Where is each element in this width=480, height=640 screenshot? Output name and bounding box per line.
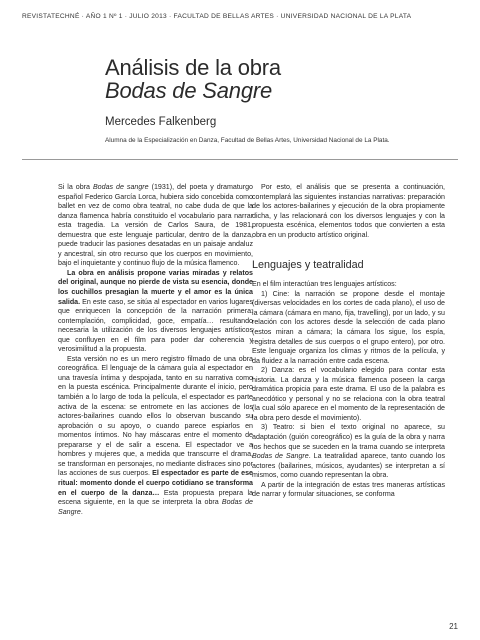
paragraph-5: En el film interactúan tres lenguajes artísticos: — [252, 280, 397, 289]
paragraph-8: 3) Teatro: si bien el texto original no aparece, su adaptación (guión coreográfico) es la guía de la obra y narra los hechos que se suceden en la trama cuando se interpreta Bodas de Sangre. La teatralidad aparece, tanto cuando los actores (bailarines, músicos, ayudantes) se interpretan a sí mismos, como cuando representan la obra. — [252, 423, 445, 480]
author-affiliation: Alumna de la Especialización en Danza, Facultad de Bellas Artes, Universidad Nacional de La Plata. — [105, 137, 390, 144]
page-number: 21 — [449, 622, 458, 631]
title-line-2: Bodas de Sangre — [105, 78, 273, 103]
section-heading: Lenguajes y teatralidad — [252, 259, 364, 272]
title-line-1: Análisis de la obra — [105, 55, 281, 80]
right-column — [252, 183, 445, 500]
running-head: REVISTATECHNÉ · AÑO 1 Nº 1 · JULIO 2013 · FACULTAD DE BELLAS ARTES · UNIVERSIDAD NACIONAL DE LA PLATA — [22, 13, 412, 20]
paragraph-3: Esta versión no es un mero registro filmado de una obra coreográfica. El lenguaje de la cámara guía al espectador en una travesía íntima y despojada, tanto en su narrativa como en la puesta escénica. Principalmente durante el inicio, pero también a lo largo de toda la película, el espectador es parte activa de la escena: se entromete en las acciones de los actores-bailarines cuando ellos lo observan buscando su aprobación o su apoyo, o cuando parece espiarlos en momentos íntimos. No hay máscaras entre el momento de prepararse y el de salir a escena. El espectador ve a hombres y mujeres que, a medida que transcurre el drama, se transforman en personajes, no mediante disfraces sino por las acciones de sus cuerpos. El espectador es parte de ese ritual: momento donde el cuerpo cotidiano se transforma en el cuerpo de la danza… Esta propuesta prepara la escena siguiente, en la que se interpreta la obra Bodas de Sangre. — [58, 354, 253, 516]
left-column — [58, 183, 253, 517]
paragraph-2: La obra en análisis propone varias miradas y relatos del original, aunque no pierde de vista su esencia, donde los cuchillos presagian la muerte y el amor es la única salida. En este caso, se sitúa al espectador en varios lugares que enriquecen la concepción de la narración primera: contemplación, complicidad, goce, empatía… resultando necesaria la utilización de los diversos lenguajes artísticos que confluyen en el film para poder dar coherencia y verosimilitud a la propuesta. — [58, 268, 253, 354]
paragraph-9: A partir de la integración de estas tres maneras artísticas de narrar y formular situaciones, se conforma — [252, 480, 445, 499]
paragraph-7: 2) Danza: es el vocabulario elegido para contar esta historia. La danza y la música flamenca poseen la carga dramática propicia para este drama. El uso de la palabra es anecdótico y personal y no se relaciona con la obra teatral (la cual sólo aparece en el momento de la representación de la obra pero desde el movimiento). — [252, 366, 445, 422]
article-title — [105, 56, 445, 102]
header-divider — [22, 159, 458, 160]
paragraph-6: 1) Cine: la narración se propone desde el montaje (diversas velocidades en los cortes de cada plano), el uso de la cámara (cámara en mano, fija, travelling), por un lado, y su relación con los actores desde la selección de cada plano (estos miran a cámara; la cámara los sigue, los espía, registra detalles de sus cuerpos o el grupo entero), por otro. Este lenguaje organiza los climas y ritmos de la película, y da fluidez a la narración entre cada escena. — [252, 289, 445, 365]
paragraph-1: Si la obra Bodas de sangre (1931), del poeta y dramaturgo español Federico García Lorca, hubiera sido concebida como ballet en vez de como obra teatral, no cabe duda de que la danza flamenca habría constituido el vocabulario para narrar esta tragedia. La versión de Carlos Saura, de 1981, demuestra que este lenguaje particular, dentro de la danza, puede traducir las pasiones desatadas en un paisaje andaluz y ancestral, sin otro recurso que los cuerpos en movimiento, bajo el inquietante y continuo flujo de la música flamenco. — [58, 183, 253, 268]
author-name: Mercedes Falkenberg — [105, 116, 217, 128]
paragraph-4: Por esto, el análisis que se presenta a continuación, contemplará las siguientes instancias narrativas: preparación de los actores-bailarines y ejecución de la obra propiamente dicha, y las relacionará con los diversos lenguajes y con la propuesta escénica, elementos todos que convierten a esta obra en un producto artístico original. — [252, 183, 445, 239]
